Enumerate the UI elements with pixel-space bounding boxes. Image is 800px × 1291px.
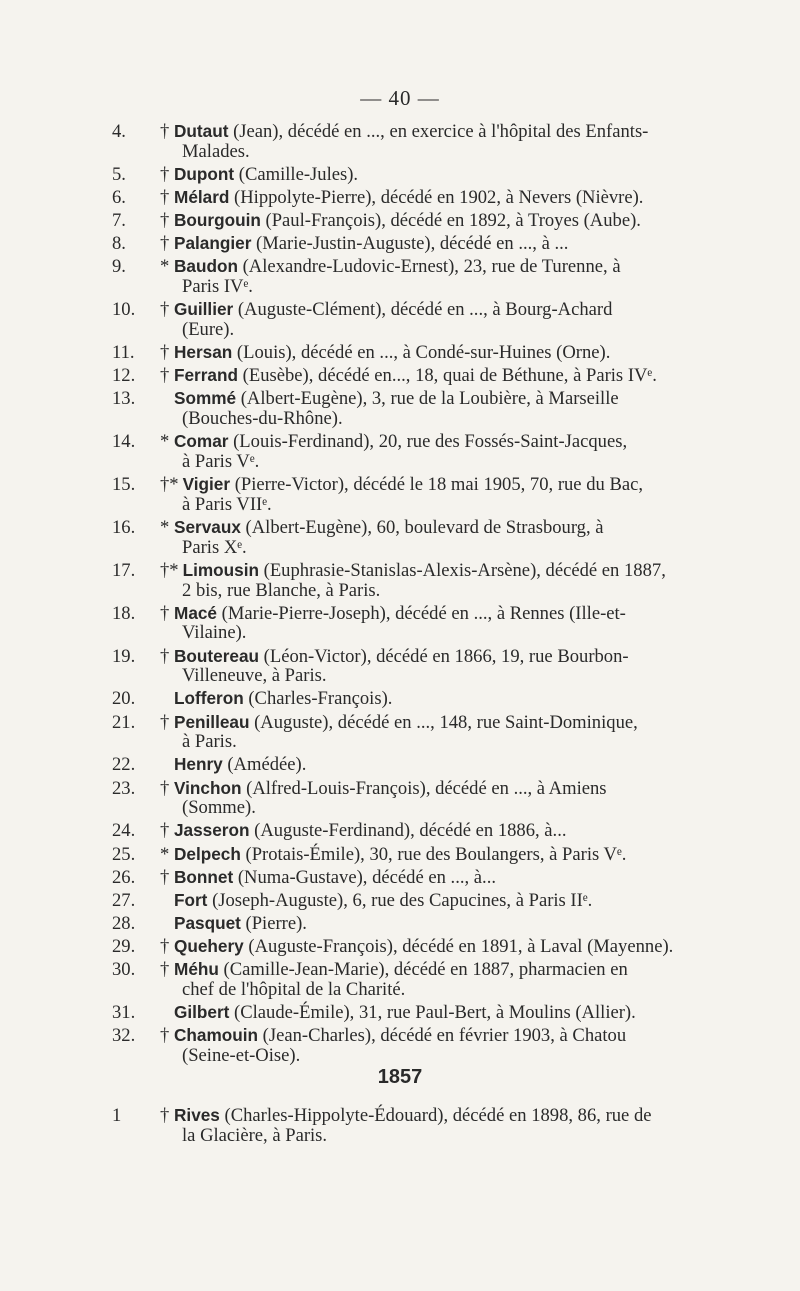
entry-number: 15. — [112, 474, 136, 496]
entry-number: 21. — [112, 711, 136, 733]
entry-continuation: (Bouches-du-Rhône). — [182, 408, 343, 430]
entry-text: (Léon-Victor), décédé en 1866, 19, rue Bourbon- — [259, 645, 629, 667]
entry — [112, 845, 708, 865]
entry-text: (Euphrasie-Stanislas-Alexis-Arsène), décédé en 1887, — [258, 559, 666, 581]
entry-number: 13. — [112, 388, 136, 410]
entry-mark: † — [160, 210, 170, 232]
entry-text: (Charles-Hippolyte-Édouard), décédé en 1898, 86, rue de — [219, 1105, 652, 1126]
entry — [112, 188, 708, 208]
entry-continuation: Malades. — [182, 140, 250, 162]
page-number: — 40 — — [360, 86, 440, 110]
entry — [112, 343, 708, 363]
entry-name: Baudon — [174, 256, 238, 277]
entry-mark: † — [160, 602, 170, 624]
entry-name: Bonnet — [174, 866, 234, 887]
entry-name: Mélard — [174, 186, 230, 207]
entry-number: 6. — [112, 186, 126, 208]
entry-text: (Marie-Justin-Auguste), décédé en ..., à ... — [251, 233, 569, 255]
entry-number: 32. — [112, 1024, 136, 1046]
entry-number: 23. — [112, 777, 136, 799]
entry-number: 19. — [112, 645, 136, 667]
entry-text: (Auguste-François), décédé en 1891, à Laval (Mayenne). — [243, 935, 674, 957]
entry-name: Vigier — [182, 474, 231, 495]
entry-continuation: Vilaine). — [182, 622, 247, 644]
entry-name: Dupont — [174, 163, 235, 184]
entry-name: Macé — [174, 602, 217, 623]
entry — [112, 689, 708, 709]
entry-mark: † — [160, 820, 170, 842]
entry — [112, 937, 708, 957]
entry-number: 24. — [112, 820, 136, 842]
entry-name: Lofferon — [174, 688, 244, 709]
entry-mark: † — [160, 163, 170, 185]
entry-mark: * — [160, 843, 170, 865]
entry-text: (Camille-Jules). — [234, 163, 359, 185]
entry-name: Limousin — [182, 559, 259, 580]
entry — [112, 713, 708, 753]
entry-text: (Claude-Émile), 31, rue Paul-Bert, à Moulins (Allier). — [229, 1001, 636, 1023]
entry-name: Quehery — [174, 935, 244, 956]
entry-text: (Amédée). — [222, 754, 307, 776]
entry — [112, 1003, 708, 1023]
entry-mark: † — [160, 121, 170, 142]
entry-number: 7. — [112, 210, 126, 232]
entry-mark: † — [160, 866, 170, 888]
entry-name: Bourgouin — [174, 210, 261, 231]
entry-name: Boutereau — [174, 645, 259, 666]
section-year-heading: 1857 — [377, 1066, 423, 1088]
entry — [112, 122, 708, 162]
entry-name: Rives — [174, 1105, 220, 1125]
entry-name: Ferrand — [174, 365, 238, 386]
entry-text: (Camille-Jean-Marie), décédé en 1887, pharmacien en — [218, 959, 628, 980]
entry-number: 16. — [112, 516, 136, 538]
entry-continuation: Paris IVᵉ. — [182, 276, 253, 298]
entry-mark: † — [160, 1105, 170, 1126]
entry-continuation: la Glacière, à Paris. — [182, 1124, 328, 1146]
entry — [112, 561, 708, 601]
entry-mark: †* — [160, 474, 179, 496]
entry-name: Pasquet — [174, 912, 241, 933]
entry-text: (Eusèbe), décédé en..., 18, quai de Béthune, à Paris IVᵉ. — [238, 365, 657, 387]
entry — [112, 234, 708, 254]
entry-number: 10. — [112, 299, 136, 321]
entry-text: (Jean-Charles), décédé en février 1903, à Chatou — [258, 1024, 627, 1046]
entry-mark: † — [160, 299, 170, 321]
entry — [112, 518, 708, 558]
entry-name: Dutaut — [174, 121, 229, 141]
entry-text: (Jean), décédé en ..., en exercice à l'hôpital des Enfants- — [228, 121, 649, 142]
entries-list — [112, 122, 708, 1069]
entry-continuation: Paris Xᵉ. — [182, 536, 247, 558]
entry-name: Sommé — [174, 388, 237, 409]
entry-number: 26. — [112, 866, 136, 888]
entry-text: (Auguste-Clément), décédé en ..., à Bourg-Achard — [233, 299, 613, 321]
entry-mark: † — [160, 342, 170, 364]
entry-name: Vinchon — [174, 777, 242, 798]
entry-continuation: (Seine-et-Oise). — [182, 1044, 301, 1066]
entry-name: Fort — [174, 889, 208, 910]
entry-mark: † — [160, 233, 170, 255]
entry — [112, 755, 708, 775]
entry — [112, 432, 708, 472]
entry-number: 30. — [112, 959, 136, 980]
entry-mark: †* — [160, 559, 179, 581]
entry-text: (Protais-Émile), 30, rue des Boulangers, à Paris Vᵉ. — [240, 843, 627, 865]
entry-number: 8. — [112, 233, 126, 255]
entry-name: Jasseron — [174, 820, 250, 841]
entry — [112, 821, 708, 841]
entry-text: (Louis), décédé en ..., à Condé-sur-Huines (Orne). — [232, 342, 611, 364]
entry-continuation: Villeneuve, à Paris. — [182, 665, 327, 687]
entry-number: 25. — [112, 843, 136, 865]
entry — [112, 300, 708, 340]
entry-text: (Marie-Pierre-Joseph), décédé en ..., à Rennes (Ille-et- — [217, 602, 626, 624]
entry — [112, 389, 708, 429]
entry-mark: * — [160, 516, 170, 538]
entry-name: Comar — [174, 431, 229, 452]
entry-continuation: chef de l'hôpital de la Charité. — [182, 978, 406, 1000]
entry-number: 31. — [112, 1001, 136, 1023]
entry-number: 14. — [112, 431, 136, 453]
entry-name: Guillier — [174, 299, 234, 320]
entry-mark: * — [160, 431, 170, 453]
entry-mark: † — [160, 1024, 170, 1046]
entry-number: 29. — [112, 935, 136, 957]
entry-mark: † — [160, 935, 170, 957]
entry-continuation: à Paris Vᵉ. — [182, 450, 260, 472]
entry — [112, 1106, 708, 1146]
entry-name: Servaux — [174, 516, 241, 537]
entry-continuation: à Paris. — [182, 731, 237, 753]
entry-text: (Pierre-Victor), décédé le 18 mai 1905, 70, rue du Bac, — [230, 474, 644, 496]
entry-name: Delpech — [174, 843, 241, 864]
entry-text: (Pierre). — [240, 912, 307, 934]
entry — [112, 647, 708, 687]
entry-number: 28. — [112, 912, 136, 934]
entry-name: Chamouin — [174, 1024, 259, 1045]
entry-text: (Alexandre-Ludovic-Ernest), 23, rue de Turenne, à — [237, 256, 621, 278]
entry-mark: † — [160, 645, 170, 667]
entry-mark: † — [160, 959, 170, 980]
entry — [112, 960, 708, 1000]
entry-text: (Albert-Eugène), 60, boulevard de Strasbourg, à — [240, 516, 604, 538]
entry-number: 11. — [112, 342, 135, 364]
entry-number: 18. — [112, 602, 136, 624]
entry — [112, 779, 708, 819]
entry-number: 22. — [112, 754, 136, 776]
entry-name: Henry — [174, 754, 223, 775]
entry-continuation: (Somme). — [182, 797, 256, 819]
entry-number: 17. — [112, 559, 136, 581]
entry-mark: † — [160, 777, 170, 799]
entry-continuation: 2 bis, rue Blanche, à Paris. — [182, 579, 381, 601]
entry — [112, 366, 708, 386]
entry-number: 12. — [112, 365, 136, 387]
entry — [112, 891, 708, 911]
entry-mark: † — [160, 365, 170, 387]
entry — [112, 1026, 708, 1066]
entry-number: 5. — [112, 163, 126, 185]
entry-name: Gilbert — [174, 1001, 230, 1022]
entry-number: 20. — [112, 688, 136, 710]
entry-mark: † — [160, 186, 170, 208]
entries-1857-list — [112, 1106, 708, 1149]
entry-text: (Auguste-Ferdinand), décédé en 1886, à... — [249, 820, 567, 842]
entry-name: Hersan — [174, 342, 233, 363]
entry — [112, 604, 708, 644]
entry-text: (Numa-Gustave), décédé en ..., à... — [233, 866, 496, 888]
entry-continuation: (Eure). — [182, 318, 235, 340]
entry-name: Palangier — [174, 233, 252, 254]
entry-number: 1 — [112, 1105, 122, 1126]
entry-text: (Hippolyte-Pierre), décédé en 1902, à Nevers (Nièvre). — [229, 186, 644, 208]
entry-text: (Louis-Ferdinand), 20, rue des Fossés-Saint-Jacques, — [228, 431, 628, 453]
entry-continuation: à Paris VIIᵉ. — [182, 493, 272, 515]
entry-text: (Joseph-Auguste), 6, rue des Capucines, à Paris IIᵉ. — [207, 889, 593, 911]
entry-number: 4. — [112, 121, 126, 142]
entry-number: 9. — [112, 256, 126, 278]
entry — [112, 475, 708, 515]
entry-text: (Albert-Eugène), 3, rue de la Loubière, à Marseille — [236, 388, 619, 410]
entry — [112, 257, 708, 297]
entry-mark: † — [160, 711, 170, 733]
entry-name: Méhu — [174, 959, 219, 979]
entry — [112, 211, 708, 231]
entry-text: (Alfred-Louis-François), décédé en ..., à Amiens — [241, 777, 607, 799]
entry-text: (Auguste), décédé en ..., 148, rue Saint-Dominique, — [249, 711, 638, 733]
entry — [112, 165, 708, 185]
entry-mark: * — [160, 256, 170, 278]
entry-text: (Charles-François). — [243, 688, 393, 710]
entry — [112, 868, 708, 888]
entry-number: 27. — [112, 889, 136, 911]
entry — [112, 914, 708, 934]
entry-text: (Paul-François), décédé en 1892, à Troyes (Aube). — [260, 210, 641, 232]
entry-name: Penilleau — [174, 711, 250, 732]
